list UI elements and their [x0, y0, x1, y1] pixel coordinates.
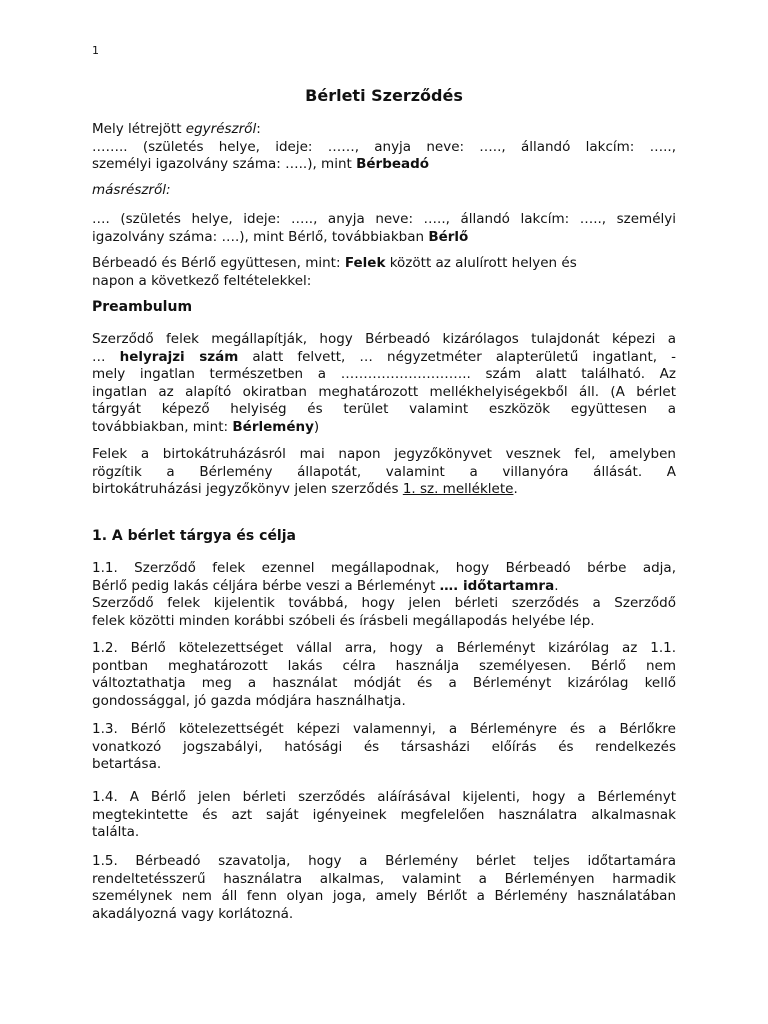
berlemeny-label: Bérlemény [232, 418, 314, 435]
preambulum-paragraph-2 [92, 446, 676, 499]
melleklet-reference: 1. sz. melléklete [402, 481, 514, 497]
preambulum-heading: Preambulum [92, 299, 193, 315]
preambulum-p1-text: ) [313, 418, 320, 435]
preambulum-p1-line: ingatlan az alapító okiratban meghatározott mellékhelyiségekből áll. (A bérlet [92, 383, 676, 400]
helyrajzi-szam-label: helyrajzi szám [119, 348, 239, 365]
preambulum-p2-text: birtokátruházási jegyzőkönyv jelen szerződés [92, 481, 403, 497]
masreszrol-label: másrészről: [92, 182, 171, 198]
felek-text-line2: napon a következő feltételekkel: [92, 272, 312, 289]
party-two-id-text: igazolvány száma: ….), mint Bérlő, továbbiakban [92, 228, 429, 245]
clause-line: gondossággal, jó gazda módjára használhatja. [92, 692, 406, 709]
clause-line: változtathatja meg a használat módját és a Bérleményt kizárólag kellő [92, 675, 676, 691]
clause-line: 1.4. A Bérlő jelen bérleti szerződés aláírásával kijelenti, hogy a Bérleményt [92, 789, 676, 805]
intro-colon: : [256, 121, 261, 137]
egyreszrol-label: egyrészről [185, 121, 257, 137]
clause-line: megtekintette és azt saját igényeinek megfelelően használatra alkalmasnak [92, 806, 676, 823]
clause-line: felek közötti minden korábbi szóbeli és írásbeli megállapodás helyébe lép. [92, 612, 595, 629]
party-one-block [92, 121, 676, 174]
preambulum-p1-text: … [92, 348, 120, 365]
preambulum-p1-text: alatt felvett, … négyzetméter alapterületű ingatlant, - [238, 348, 676, 365]
party-one-details: …….. (születés helye, ideje: ……, anyja neve: ….., állandó lakcím: ….., [92, 138, 676, 155]
felek-block [92, 255, 676, 290]
preambulum-p1-text: továbbiakban, mint: [92, 418, 233, 435]
clause-line: személynek nem áll fenn olyan joga, amely Bérlőt a Bérlemény használatában [92, 888, 676, 904]
clause-line: pontban meghatározott lakás célra használja személyesen. Bérlő nem [92, 657, 676, 674]
clause-line: 1.2. Bérlő kötelezettséget vállal arra, hogy a Bérleményt kizárólag az 1.1. [92, 640, 676, 656]
party-two-block [92, 211, 676, 246]
clause-line: találta. [92, 824, 140, 840]
clause-line: akadályozná vagy korlátozná. [92, 905, 294, 922]
clause-1-4 [92, 789, 676, 842]
clause-line: rendeltetésszerű használatra alkalmas, valamint a Bérleményen harmadik [92, 870, 676, 887]
clause-text: . [554, 577, 559, 594]
page-number: 1 [92, 44, 99, 57]
clause-1-3 [92, 721, 676, 774]
clause-line: vonatkozó jogszabályi, hatósági és társasházi előírás és rendelkezés [92, 738, 676, 755]
intro-text: Mely létrejött [92, 121, 186, 137]
felek-text-c: között az alulírott helyen és [385, 255, 577, 271]
party-two-details: …. (születés helye, ideje: ….., anyja neve: ….., állandó lakcím: ….., személyi [92, 211, 676, 227]
preambulum-paragraph-1 [92, 331, 676, 436]
preambulum-p2-text: . [513, 481, 518, 497]
preambulum-p1-line: Szerződő felek megállapítják, hogy Bérbeadó kizárólagos tulajdonát képezi a [92, 331, 676, 347]
preambulum-p2-line: Felek a birtokátruházásról mai napon jegyzőkönyvet vesznek fel, amelyben [92, 446, 676, 462]
clause-line: 1.1. Szerződő felek ezennel megállapodnak, hogy Bérbeadó bérbe adja, [92, 560, 676, 576]
berbeado-label: Bérbeadó [356, 156, 430, 172]
preambulum-p1-line: tárgyát képező helyiség és terület valamint eszközök együttesen a [92, 401, 676, 417]
document-title: Bérleti Szerződés [305, 86, 463, 105]
clause-line: 1.3. Bérlő kötelezettségét képezi valamennyi, a Bérleményre és a Bérlőkre [92, 721, 676, 737]
clause-1-5 [92, 853, 676, 923]
clause-text: Bérlő pedig lakás céljára bérbe veszi a Bérleményt [92, 577, 440, 594]
party-one-id-text: személyi igazolvány száma: …..), mint [92, 156, 357, 172]
preambulum-p2-line: rögzítik a Bérlemény állapotát, valamint a villanyóra állását. A [92, 463, 676, 480]
clause-1-2 [92, 640, 676, 710]
clause-1-1 [92, 560, 676, 630]
clause-line: Szerződő felek kijelentik továbbá, hogy jelen bérleti szerződés a Szerződő [92, 595, 676, 611]
preambulum-p1-line: mely ingatlan természetben a ……………………….. szám alatt található. Az [92, 366, 676, 382]
clause-line: betartása. [92, 756, 162, 772]
felek-label: Felek [344, 255, 386, 271]
felek-text-a: Bérbeadó és Bérlő együttesen, mint: [92, 255, 345, 271]
berlo-label: Bérlő [428, 228, 469, 245]
section-1-heading: 1. A bérlet tárgya és célja [92, 528, 296, 544]
clause-line: 1.5. Bérbeadó szavatolja, hogy a Bérlemény bérlet teljes időtartamára [92, 853, 676, 869]
idotartam-label: …. időtartamra [439, 577, 555, 594]
